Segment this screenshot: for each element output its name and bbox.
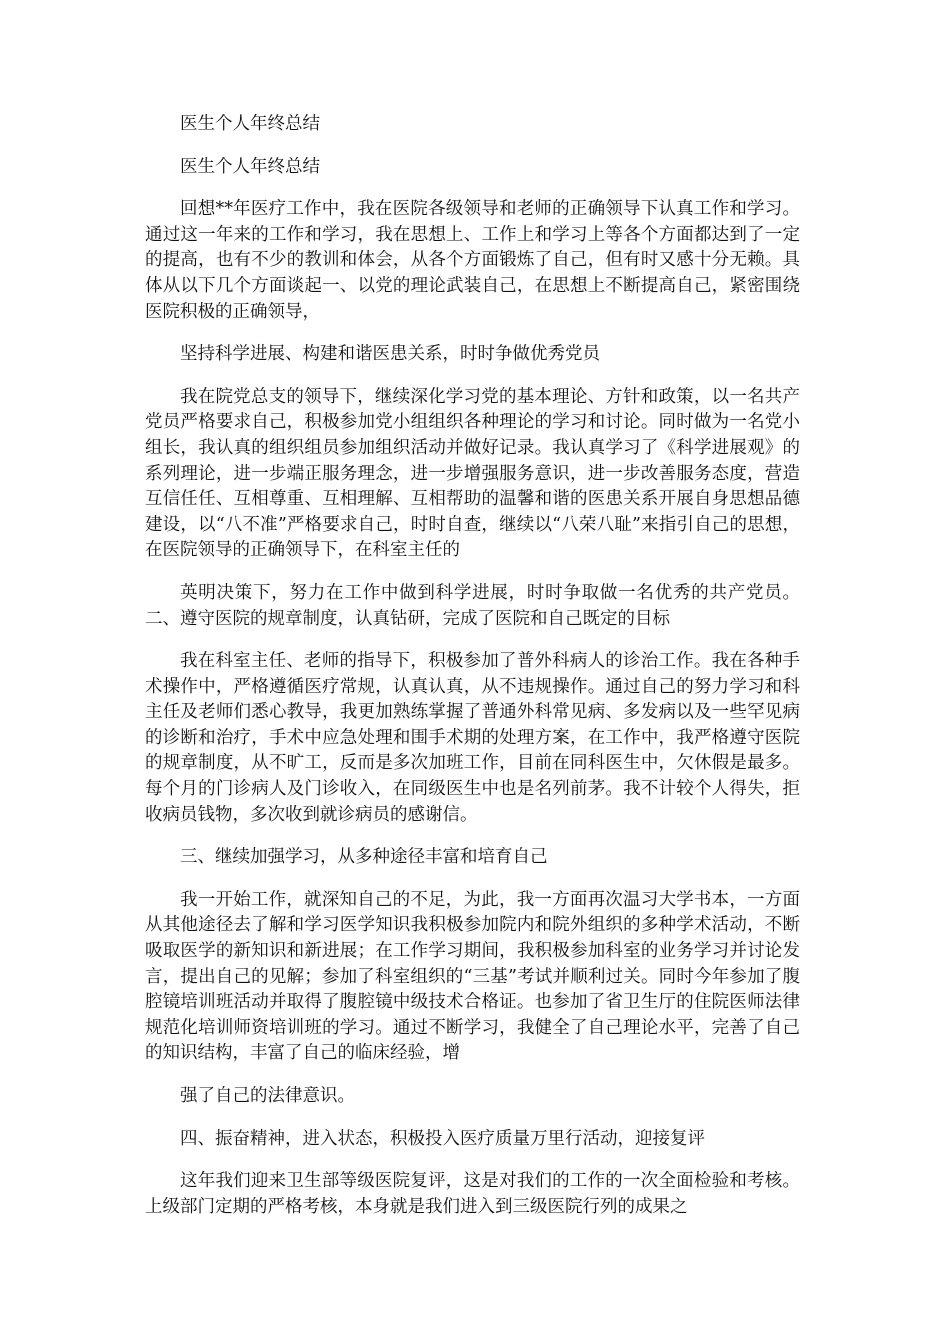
section-heading-1: 坚持科学进展、构建和谐医患关系，时时争做优秀党员 <box>180 344 600 365</box>
section-heading-3: 三、继续加强学习，从多种途径丰富和培育自己 <box>180 847 548 868</box>
paragraph-learning: 我一开始工作，就深知自己的不足，为此，我一方面再次温习大学书本，一方面从其他途径去了解和学习医学知识我积极参加院内和院外组织的多种学术活动，不断吸取医学的新知识和新进展；在工作学习期间，我积极参加科室的业务学习并讨论发言，提出自己的见解；参加了科室组织的“三基”考试并顺利过关。同时今年参加了腹腔镜培训班活动并取得了腹腔镜中级技术合格证。也参加了省卫生厅的住院医师法律规范化培训师资培训班的学习。通过不断学习，我健全了自己理论水平，完善了自己的知识结构，丰富了自己的临床经验，增 <box>145 889 800 1064</box>
document-subtitle: 医生个人年终总结 <box>180 156 320 177</box>
paragraph-intro: 回想**年医疗工作中，我在医院各级领导和老师的正确领导下认真工作和学习。通过这一年来的工作和学习，我在思想上、工作上和学习上等各个方面都达到了一定的提高，也有不少的教训和体会，从各个方面锻炼了自己，但有时又感十分无赖。具体从以下几个方面谈起一、以党的理论武装自己，在思想上不断提高自己，紧密围绕医院积极的正确领导， <box>145 199 800 322</box>
paragraph-section-2: 英明决策下，努力在工作中做到科学进展，时时争取做一名优秀的共产党员。二、遵守医院的规章制度，认真钻研，完成了医院和自己既定的目标 <box>145 582 800 629</box>
paragraph-review: 这年我们迎来卫生部等级医院复评，这是对我们的工作的一次全面检验和考核。上级部门定期的严格考核，本身就是我们进入到三级医院行列的成果之 <box>145 1171 800 1217</box>
document-title: 医生个人年终总结 <box>180 114 320 134</box>
document-body <box>145 112 800 1237</box>
paragraph-party-study: 我在院党总支的领导下，继续深化学习党的基本理论、方针和政策，以一名共产党员严格要求自己，积极参加党小组组织各种理论的学习和讨论。同时做为一名党小组长，我认真的组织组员参加组织活动并做好记录。我认真学习了《科学进展观》的系列理论，进一步端正服务理念，进一步增强服务意识，进一步改善服务态度，营造互信任任、互相尊重、互相理解、互相帮助的温馨和谐的医患关系开展自身思想品德建设，以“八不准”严格要求自己，时时自查，继续以“八荣八耻”来指引自己的思想，在医院领导的正确领导下，在科室主任的 <box>145 386 800 561</box>
section-heading-4: 四、振奋精神，进入状态，积极投入医疗质量万里行活动，迎接复评 <box>180 1128 705 1149</box>
paragraph-clinical-work: 我在科室主任、老师的指导下，积极参加了普外科病人的诊治工作。我在各种手术操作中，严格遵循医疗常规，认真认真，从不违规操作。通过自己的努力学习和科主任及老师们悉心教导，我更加熟练掌握了普通外科常见病、多发病以及一些罕见病的诊断和治疗，手术中应急处理和围手术期的处理方案，在工作中，我严格遵守医院的规章制度，从不旷工，反而是多次加班工作，目前在同科医生中，欠休假是最多。每个月的门诊病人及门诊收入，在同级医生中也是名列前茅。我不计较个人得失，拒收病员钱物，多次收到就诊病员的感谢信。 <box>145 651 800 825</box>
paragraph-learning-cont: 强了自己的法律意识。 <box>180 1086 355 1106</box>
